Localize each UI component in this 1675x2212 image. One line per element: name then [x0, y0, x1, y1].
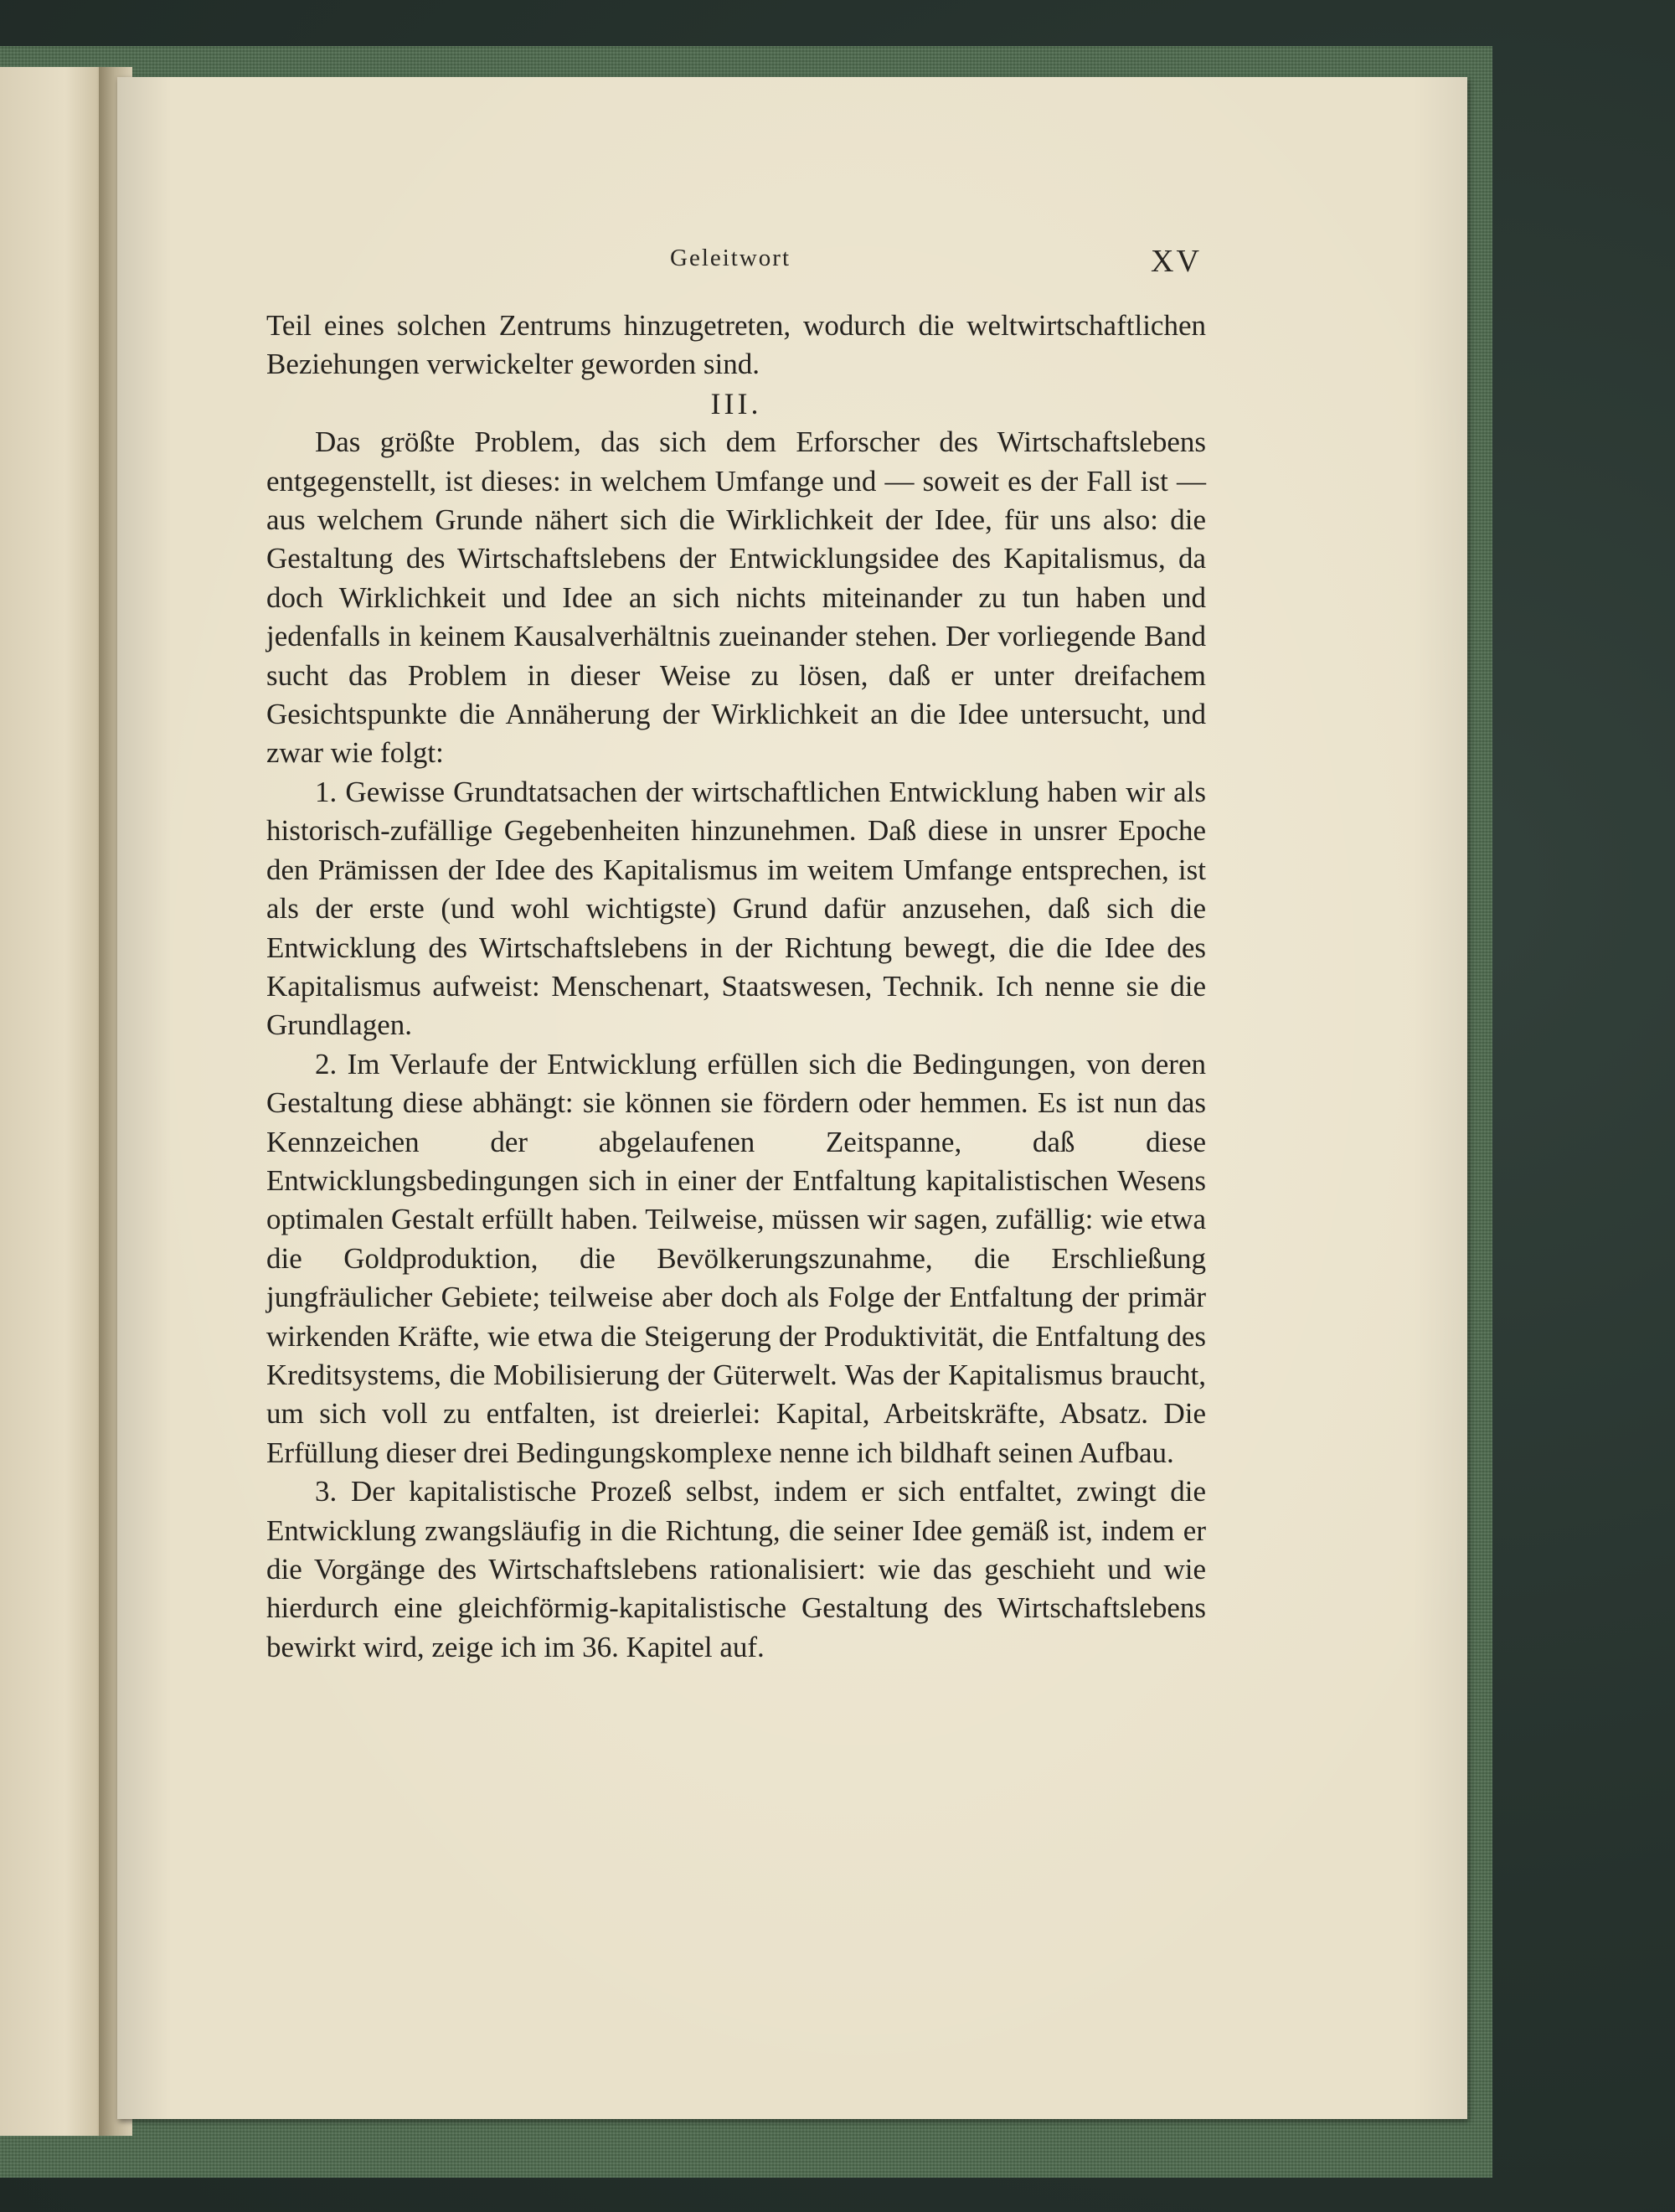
running-title: Geleitwort: [670, 245, 791, 271]
running-head: [117, 245, 1206, 295]
paragraph-problem: Das größte Problem, das sich dem Erforscher des Wirtschaftslebens entgegenstellt, ist dieses: in welchem Umfange und — soweit es der Fall ist — aus welchem Grunde nähert sich die Wirklichkeit der Idee, für uns also: die Gestaltung des Wirtschaftslebens der Entwicklungsidee des Kapitalismus, da doch Wirklichkeit und Idee an sich nichts miteinander zu tun haben und jedenfalls in keinem Kausalverhältnis zueinander stehen. Der vorliegende Band sucht das Problem in dieser Weise zu lösen, daß er unter dreifachem Gesichtspunkte die Annäherung der Wirklichkeit an die Idee untersucht, und zwar wie folgt:: [266, 425, 1206, 770]
paragraph-continuation: Teil eines solchen Zentrums hinzugetreten, wodurch die weltwirtschaftlichen Beziehungen verwickelter geworden sind.: [266, 309, 1206, 381]
section-heading: III.: [710, 386, 762, 420]
paragraph-point-2: 2. Im Verlaufe der Entwicklung erfüllen sich die Bedingungen, von deren Gestaltung diese abhängt: sie können sie fördern oder hemmen. Es ist nun das Kennzeichen der abgelaufenen Zeitspanne, daß diese Entwicklungsbedingungen sich in einer der Entfaltung kapitalistischen Wesens optimalen Gestalt erfüllt haben. Teilweise, müssen wir sagen, zufällig: wie etwa die Goldproduktion, die Bevölkerungszunahme, die Erschließung jungfräulicher Gebiete; teilweise aber doch als Folge der Entfaltung der primär wirkenden Kräfte, wie etwa die Steigerung der Produktivität, die Entfaltung des Kreditsystems, die Mobilisierung der Güterwelt. Was der Kapitalismus braucht, um sich voll zu entfalten, ist dreierlei: Kapital, Arbeitskräfte, Absatz. Die Erfüllung dieser drei Bedingungskomplexe nenne ich bildhaft seinen Aufbau.: [266, 1047, 1206, 1469]
paragraph-point-3: 3. Der kapitalistische Prozeß selbst, indem er sich entfaltet, zwingt die Entwicklung zwangsläufig in die Richtung, die seiner Idee gemäß ist, indem er die Vorgänge des Wirtschaftslebens rationalisiert: wie das geschieht und wie hierdurch eine gleichförmig-kapitalistische Gestaltung des Wirtschaftslebens bewirkt wird, zeige ich im 36. Kapitel auf.: [266, 1475, 1206, 1663]
page-number: XV: [1151, 244, 1202, 279]
paragraph-point-1: 1. Gewisse Grundtatsachen der wirtschaftlichen Entwicklung haben wir als historisch-zufällige Gegebenheiten hinzunehmen. Daß diese in unsrer Epoche den Prämissen der Idee des Kapitalismus im weitem Umfange entsprechen, ist als der erste (und wohl wichtigste) Grund dafür anzusehen, daß sich die Entwicklung des Wirtschaftslebens in der Richtung bewegt, die die Idee des Kapitalismus aufweist: Menschenart, Staatswesen, Technik. Ich nenne sie die Grundlagen.: [266, 775, 1206, 1042]
body-text: [266, 307, 1206, 1667]
left-page-edge: [0, 67, 109, 2136]
